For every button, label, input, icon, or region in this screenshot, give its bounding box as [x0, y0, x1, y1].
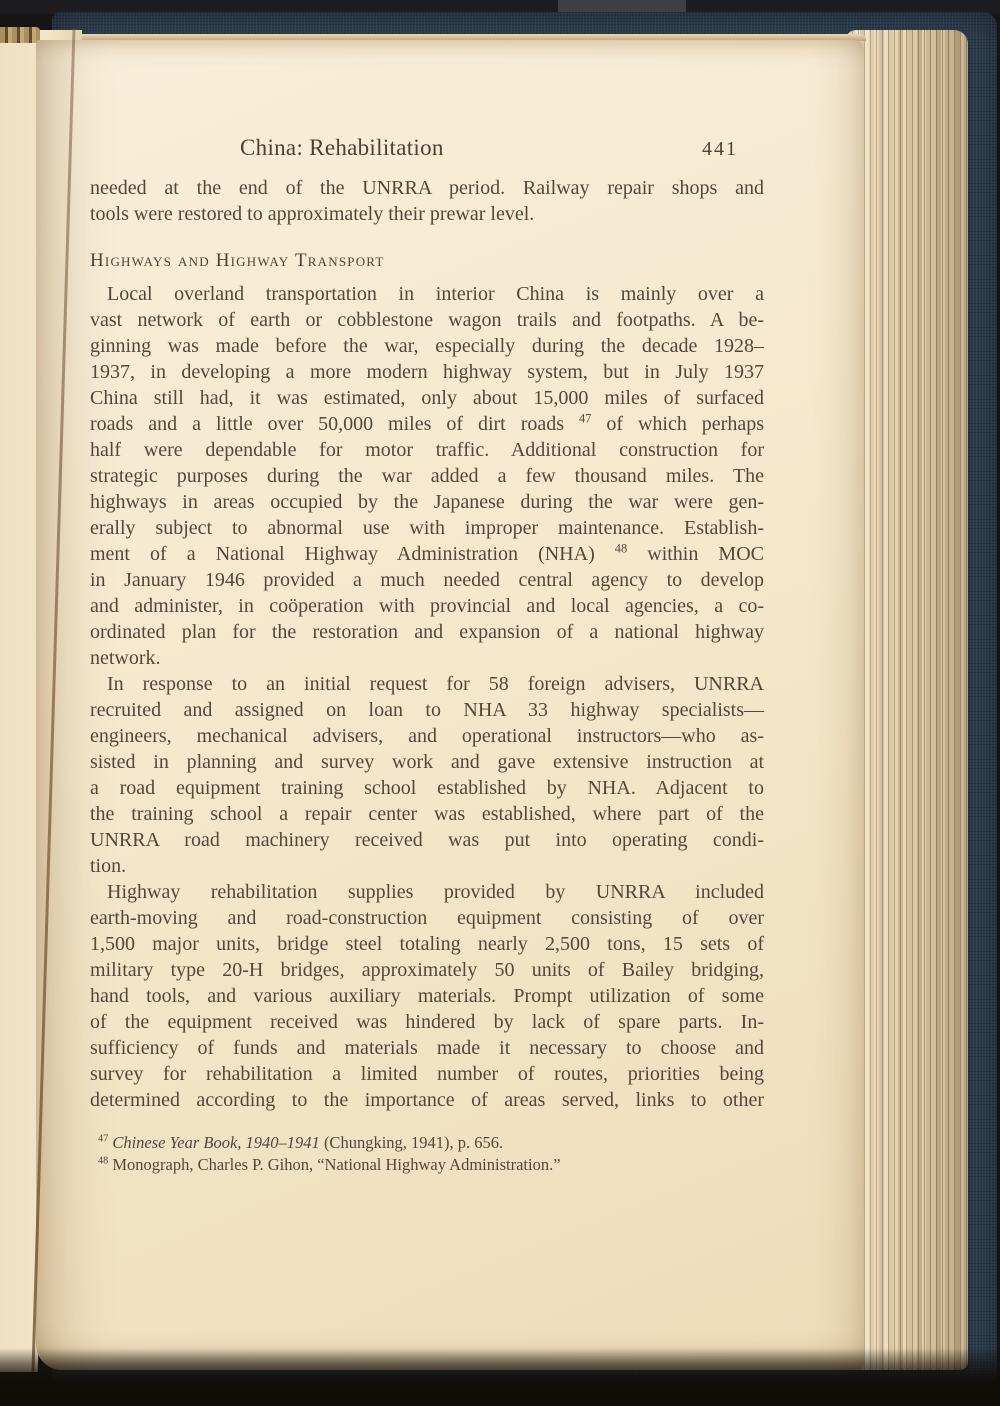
text-run: engineers, mechanical advisers, and operational instructors—who as-: [90, 725, 764, 747]
text-line: [90, 1087, 764, 1113]
text-run: half were dependable for motor traffic. Additional construction for: [90, 439, 764, 461]
text-line: [90, 593, 764, 619]
text-line: [90, 619, 764, 645]
text-line: [90, 957, 764, 983]
text-run: determined according to the importance of areas served, links to other: [90, 1089, 764, 1111]
text-run: sufficiency of funds and materials made it necessary to choose and: [90, 1037, 764, 1059]
text-run: tion.: [90, 855, 127, 877]
page-content: [36, 40, 864, 1370]
text-line: [90, 359, 764, 385]
text-line: [90, 307, 764, 333]
paragraph-local-transport: [90, 281, 764, 671]
footnote-marker: 47: [578, 411, 592, 426]
text-line: [90, 567, 764, 593]
text-run: the training school a repair center was established, where part of the: [90, 803, 764, 825]
text-line: [90, 489, 764, 515]
text-run: a road equipment training school established by NHA. Adjacent to: [90, 777, 764, 799]
text-run: ginning was made before the war, especially during the decade 1928–: [90, 335, 764, 357]
text-run: within MOC: [627, 543, 764, 565]
text-run: recruited and assigned on loan to NHA 33 highway specialists—: [90, 699, 764, 721]
text-line: [90, 1009, 764, 1035]
text-run: tools were restored to approximately their prewar level.: [90, 203, 535, 225]
text-run: China still had, it was estimated, only about 15,000 miles of surfaced: [90, 387, 764, 409]
book-page: [36, 40, 864, 1370]
text-line: [90, 437, 764, 463]
text-run: 1,500 major units, bridge steel totaling nearly 2,500 tons, 15 sets of: [90, 933, 764, 955]
text-run: Chinese Year Book, 1940–1941: [112, 1133, 320, 1152]
text-run: (Chungking, 1941), p. 656.: [319, 1133, 504, 1152]
text-line: [90, 175, 764, 201]
text-run: Highway rehabilitation supplies provided by UNRRA included: [107, 881, 764, 903]
text-line: [90, 541, 764, 567]
text-line: [90, 333, 764, 359]
text-line: [90, 827, 764, 853]
text-line: [90, 515, 764, 541]
text-line: [90, 931, 764, 957]
text-run: military type 20-H bridges, approximately 50 units of Bailey bridging,: [90, 959, 764, 981]
text-run: Local overland transportation in interior China is mainly over a: [107, 283, 764, 305]
text-run: and administer, in coöperation with provincial and local agencies, a co-: [90, 595, 764, 617]
text-line: [90, 905, 764, 931]
text-run: 1937, in developing a more modern highway system, but in July 1937: [90, 361, 764, 383]
text-line: [90, 983, 764, 1009]
text-line: [90, 879, 764, 905]
paragraph-supplies: [90, 879, 764, 1113]
text-run: hand tools, and various auxiliary materials. Prompt utilization of some: [90, 985, 764, 1007]
text-run: sisted in planning and survey work and gave extensive instruction at: [90, 751, 764, 773]
text-run: of the equipment received was hindered by lack of spare parts. In-: [90, 1011, 764, 1033]
text-run: vast network of earth or cobblestone wagon trails and footpaths. A be-: [90, 309, 764, 331]
page-edges: [846, 30, 968, 1370]
text-line: [90, 749, 764, 775]
text-line: [90, 645, 764, 671]
text-line: [90, 723, 764, 749]
text-line: [90, 201, 764, 227]
headband: [0, 27, 40, 43]
footnote-48: [90, 1154, 764, 1176]
section-heading: Highways and Highway Transport: [90, 250, 385, 271]
text-run: UNRRA road machinery received was put into operating condi-: [90, 829, 764, 851]
page-number: 441: [702, 138, 738, 160]
text-run: strategic purposes during the war added a few thousand miles. The: [90, 465, 764, 487]
text-line: [90, 697, 764, 723]
text-line: [90, 411, 764, 437]
paragraph-advisers: [90, 671, 764, 879]
text-line: [90, 775, 764, 801]
text-line: [90, 1061, 764, 1087]
text-run: earth-moving and road-construction equipment consisting of over: [90, 907, 764, 929]
text-line: [90, 801, 764, 827]
footnote-marker: 47: [98, 1133, 109, 1145]
footnote-marker: 48: [98, 1155, 109, 1167]
text-line: [90, 281, 764, 307]
text-run: in January 1946 provided a much needed central agency to develop: [90, 569, 764, 591]
text-run: needed at the end of the UNRRA period. Railway repair shops and: [90, 177, 764, 199]
text-line: [90, 1035, 764, 1061]
text-line: [90, 463, 764, 489]
running-title: China: Rehabilitation: [240, 135, 444, 160]
text-line: [90, 853, 764, 879]
text-run: ordinated plan for the restoration and expansion of a national highway: [90, 621, 764, 643]
text-run: ment of a National Highway Administration (NHA): [90, 543, 615, 565]
text-run: survey for rehabilitation a limited number of routes, priorities being: [90, 1063, 764, 1085]
text-run: In response to an initial request for 58 foreign advisers, UNRRA: [107, 673, 764, 695]
text-run: of which perhaps: [591, 413, 764, 435]
page-header: [90, 135, 764, 167]
text-run: network.: [90, 647, 161, 669]
text-line: [90, 385, 764, 411]
footnote-marker: 48: [614, 541, 628, 556]
text-run: erally subject to abnormal use with improper maintenance. Establish-: [90, 517, 764, 539]
text-run: Monograph, Charles P. Gihon, “National Highway Administration.”: [108, 1155, 561, 1174]
text-column: [90, 135, 764, 1176]
text-run: roads and a little over 50,000 miles of dirt roads: [90, 413, 579, 435]
text-line: [90, 671, 764, 697]
footnotes: [90, 1132, 764, 1176]
paragraph-continuation: [90, 175, 764, 227]
footnote-47: [90, 1132, 764, 1154]
text-run: highways in areas occupied by the Japanese during the war were gen-: [90, 491, 764, 513]
